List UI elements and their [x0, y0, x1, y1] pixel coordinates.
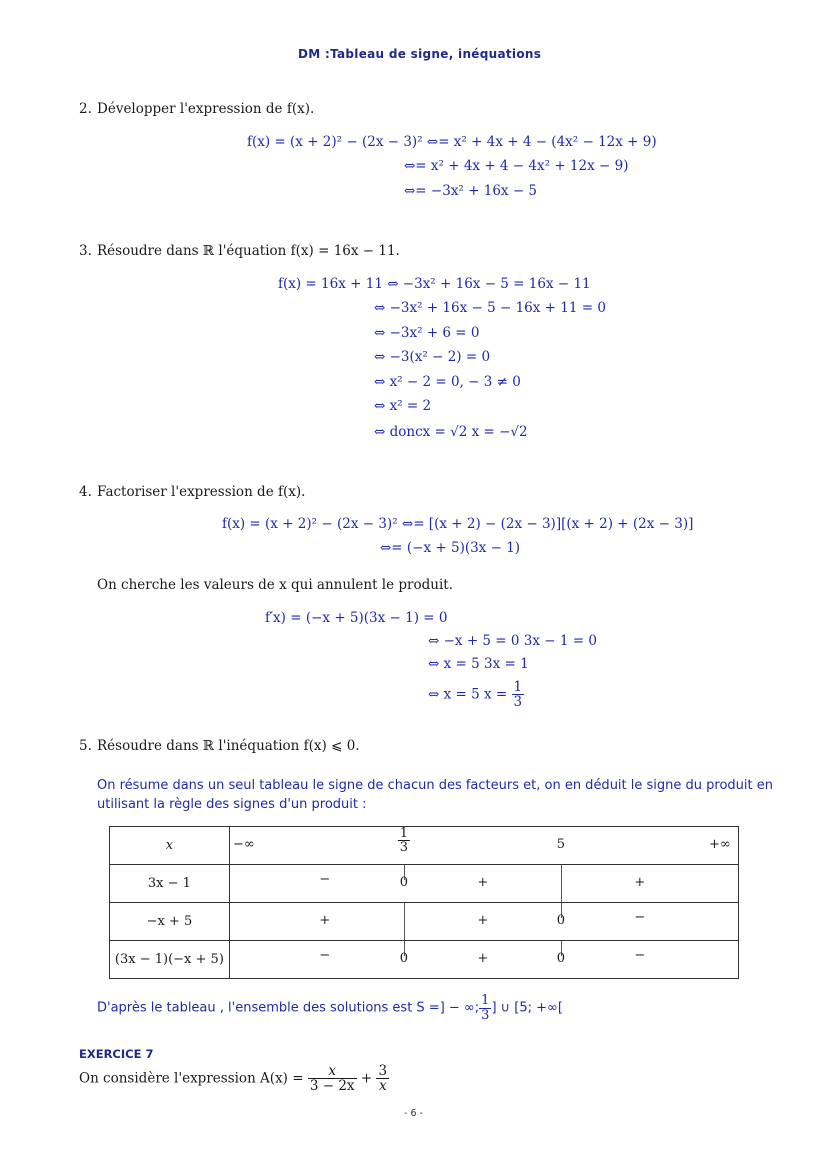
row-1-zero-1: 0 [399, 874, 408, 890]
five-header: 5 [556, 836, 565, 852]
row-3-zero-1: 0 [399, 950, 408, 966]
row-3-sign-3: − [634, 947, 646, 963]
q3-line-7: ⇔ doncx = √2 x = −√2 [374, 424, 528, 440]
one-third-num: 1 [399, 825, 408, 841]
one-third-den: 3 [399, 840, 408, 856]
q3-line-2: ⇔ −3x² + 16x − 5 − 16x + 11 = 0 [374, 300, 606, 316]
q4-text: Factoriser l'expression de f(x). [97, 484, 306, 500]
row-2-sign-2: + [477, 912, 489, 928]
q4-intro: On cherche les valeurs de x qui annulent le produit. [97, 577, 453, 593]
q2-line-3: ⇔= −3x² + 16x − 5 [404, 183, 538, 199]
plus-infinity: +∞ [708, 836, 731, 852]
q4-eq-2: ⇔ −x + 5 = 0 3x − 1 = 0 [428, 633, 597, 649]
q2-line-1: f(x) = (x + 2)² − (2x − 3)² ⇔= x² + 4x + 4 − (4x² − 12x + 9) [247, 134, 657, 150]
q2-text: Développer l'expression de f(x). [97, 101, 315, 117]
ex7-f1-den: 3 − 2x [309, 1078, 355, 1095]
q3-line-1: f(x) = 16x + 11 ⇔ −3x² + 16x − 5 = 16x − 11 [278, 276, 591, 292]
row-2-zero-2: 0 [556, 912, 565, 928]
sign-row-2 [110, 903, 739, 941]
page-number: - 6 - [404, 1108, 423, 1119]
row-1-sign-3: + [634, 874, 646, 890]
ex7-f1-num: x [308, 1064, 357, 1079]
q2-number: 2. [79, 101, 92, 117]
row-3-zero-2: 0 [556, 950, 565, 966]
ex7-f2-den: x [378, 1078, 387, 1095]
q5-intro-2: utilisant la règle des signes d'un produit : [97, 797, 367, 812]
ex7-text: On considère l'expression A(x) = [79, 1070, 304, 1087]
page-header: DM :Tableau de signe, inéquations [298, 47, 542, 61]
conclusion-post: ] ∪ [5; +∞[ [491, 1000, 563, 1016]
q4-eq-3: ⇔ x = 5 3x = 1 [428, 656, 529, 672]
q4-fraction [512, 680, 525, 709]
row-1-signs [229, 865, 738, 903]
conclusion-fraction [479, 994, 491, 1022]
row-3-sign-2: + [477, 950, 489, 966]
exercise-7-title: EXERCICE 7 [79, 1047, 154, 1061]
q3-text: Résoudre dans ℝ l'équation f(x) = 16x − 11. [97, 243, 400, 259]
table-header-values [229, 827, 738, 865]
row-2-sign-3: − [634, 909, 646, 925]
q4-frac-num: 1 [513, 679, 523, 695]
row-2-signs [229, 903, 738, 941]
table-header-label [110, 827, 230, 865]
q4-eq-4-text: ⇔ x = 5 x = [428, 686, 508, 703]
sign-row-3 [110, 941, 739, 979]
sign-table-header-row [110, 827, 739, 865]
sign-row-1 [110, 865, 739, 903]
row-1-vline-b [561, 865, 562, 902]
conclusion-frac-num: 1 [481, 993, 490, 1008]
q3-line-3: ⇔ −3x² + 6 = 0 [374, 325, 480, 341]
row-3-sign-1: − [319, 947, 331, 963]
q4-number: 4. [79, 484, 92, 500]
q5-conclusion [97, 994, 563, 1022]
row-3-signs [229, 941, 738, 979]
q4-eq-1: f′x) = (−x + 5)(3x − 1) = 0 [265, 610, 448, 626]
exercise-7-statement [79, 1064, 389, 1093]
row-3-label: (3x − 1)(−x + 5) [110, 941, 230, 979]
q3-number: 3. [79, 243, 92, 259]
ex7-fraction-1 [308, 1064, 357, 1093]
q5-intro-1: On résume dans un seul tableau le signe de chacun des facteurs et, on en déduit le signe du produit en [97, 778, 773, 793]
conclusion-pre: D'après le tableau , l'ensemble des solutions est S =] − ∞; [97, 1000, 480, 1016]
q4-eq-4 [428, 680, 524, 709]
one-third-header [398, 827, 410, 855]
sign-table [109, 826, 739, 979]
q3-line-6: ⇔ x² = 2 [374, 398, 432, 414]
x-label: x [165, 838, 174, 853]
ex7-plus: + [360, 1070, 373, 1087]
row-2-vline-a [404, 903, 405, 940]
row-2-label: −x + 5 [110, 903, 230, 941]
row-2-sign-1: + [319, 912, 331, 928]
ex7-f2-num: 3 [378, 1063, 388, 1079]
q4-line-1: f(x) = (x + 2)² − (2x − 3)² ⇔= [(x + 2) − (2x − 3)][(x + 2) + (2x − 3)] [222, 516, 694, 532]
q4-line-2: ⇔= (−x + 5)(3x − 1) [380, 540, 521, 556]
q2-line-2: ⇔= x² + 4x + 4 − 4x² + 12x − 9) [404, 158, 629, 174]
conclusion-frac-den: 3 [481, 1007, 490, 1023]
minus-infinity: −∞ [232, 836, 255, 852]
row-1-sign-2: + [477, 874, 489, 890]
row-1-sign-1: − [319, 871, 331, 887]
q3-line-5: ⇔ x² − 2 = 0, − 3 ≠ 0 [374, 374, 521, 390]
ex7-fraction-2 [376, 1064, 389, 1093]
q4-frac-den: 3 [513, 694, 523, 711]
row-1-label: 3x − 1 [110, 865, 230, 903]
q5-number: 5. [79, 738, 92, 754]
q3-line-4: ⇔ −3(x² − 2) = 0 [374, 349, 491, 365]
q5-text: Résoudre dans ℝ l'inéquation f(x) ⩽ 0. [97, 738, 360, 754]
